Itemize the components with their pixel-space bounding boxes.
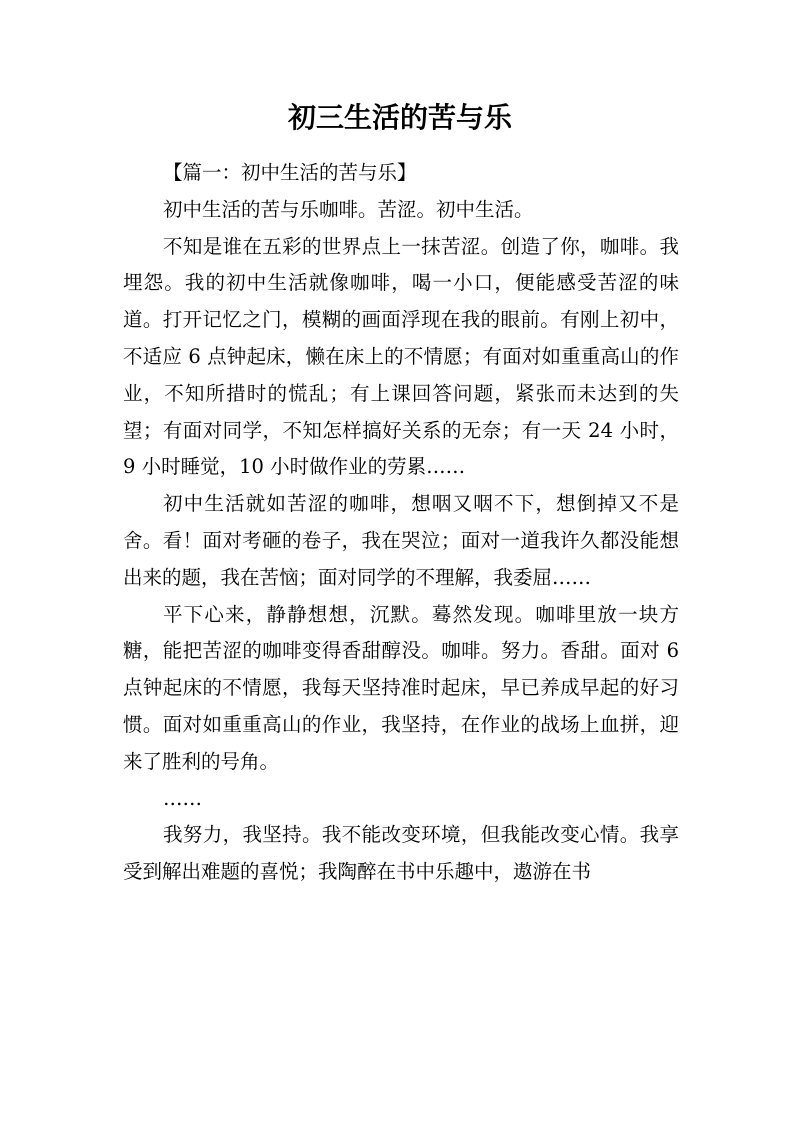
- paragraph: 平下心来，静静想想，沉默。蓦然发现。咖啡里放一块方糖，能把苦涩的咖啡变得香甜醇没。咖啡。努力。香甜。面对 6 点钟起床的不情愿，我每天坚持准时起床，早已养成早起的好习惯。面对如重重高山的作业，我坚持，在作业的战场上血拼，迎来了胜利的号角。: [123, 602, 679, 773]
- paragraph: 初中生活的苦与乐咖啡。苦涩。初中生活。: [163, 197, 534, 221]
- paragraph: 初中生活就如苦涩的咖啡，想咽又咽不下，想倒掉又不是舍。看！面对考砸的卷子，我在哭泣；面对一道我许久都没能想出来的题，我在苦恼；面对同学的不理解，我委屈……: [123, 492, 679, 589]
- section-heading: 【篇一：初中生活的苦与乐】: [163, 161, 417, 184]
- paragraph: 我努力，我坚持。我不能改变环境，但我能改变心情。我享受到解出难题的喜悦；我陶醉在书中乐趣中，遨游在书: [123, 823, 679, 884]
- document-body: [123, 155, 679, 891]
- paragraph-ellipsis: ……: [163, 786, 202, 810]
- document-title: 初三生活的苦与乐: [287, 101, 512, 134]
- paragraph: 不知是谁在五彩的世界点上一抹苦涩。创造了你，咖啡。我埋怨。我的初中生活就像咖啡，喝一小口，便能感受苦涩的味道。打开记忆之门，模糊的画面浮现在我的眼前。有刚上初中，不适应 6 点钟起床，懒在床上的不情愿；有面对如重重高山的作业，不知所措时的慌乱；有上课回答问题，紧张而未达到的失望；有面对同学，不知怎样搞好关系的无奈；有一天 24 小时，9 小时睡觉，10 小时做作业的劳累……: [123, 234, 679, 479]
